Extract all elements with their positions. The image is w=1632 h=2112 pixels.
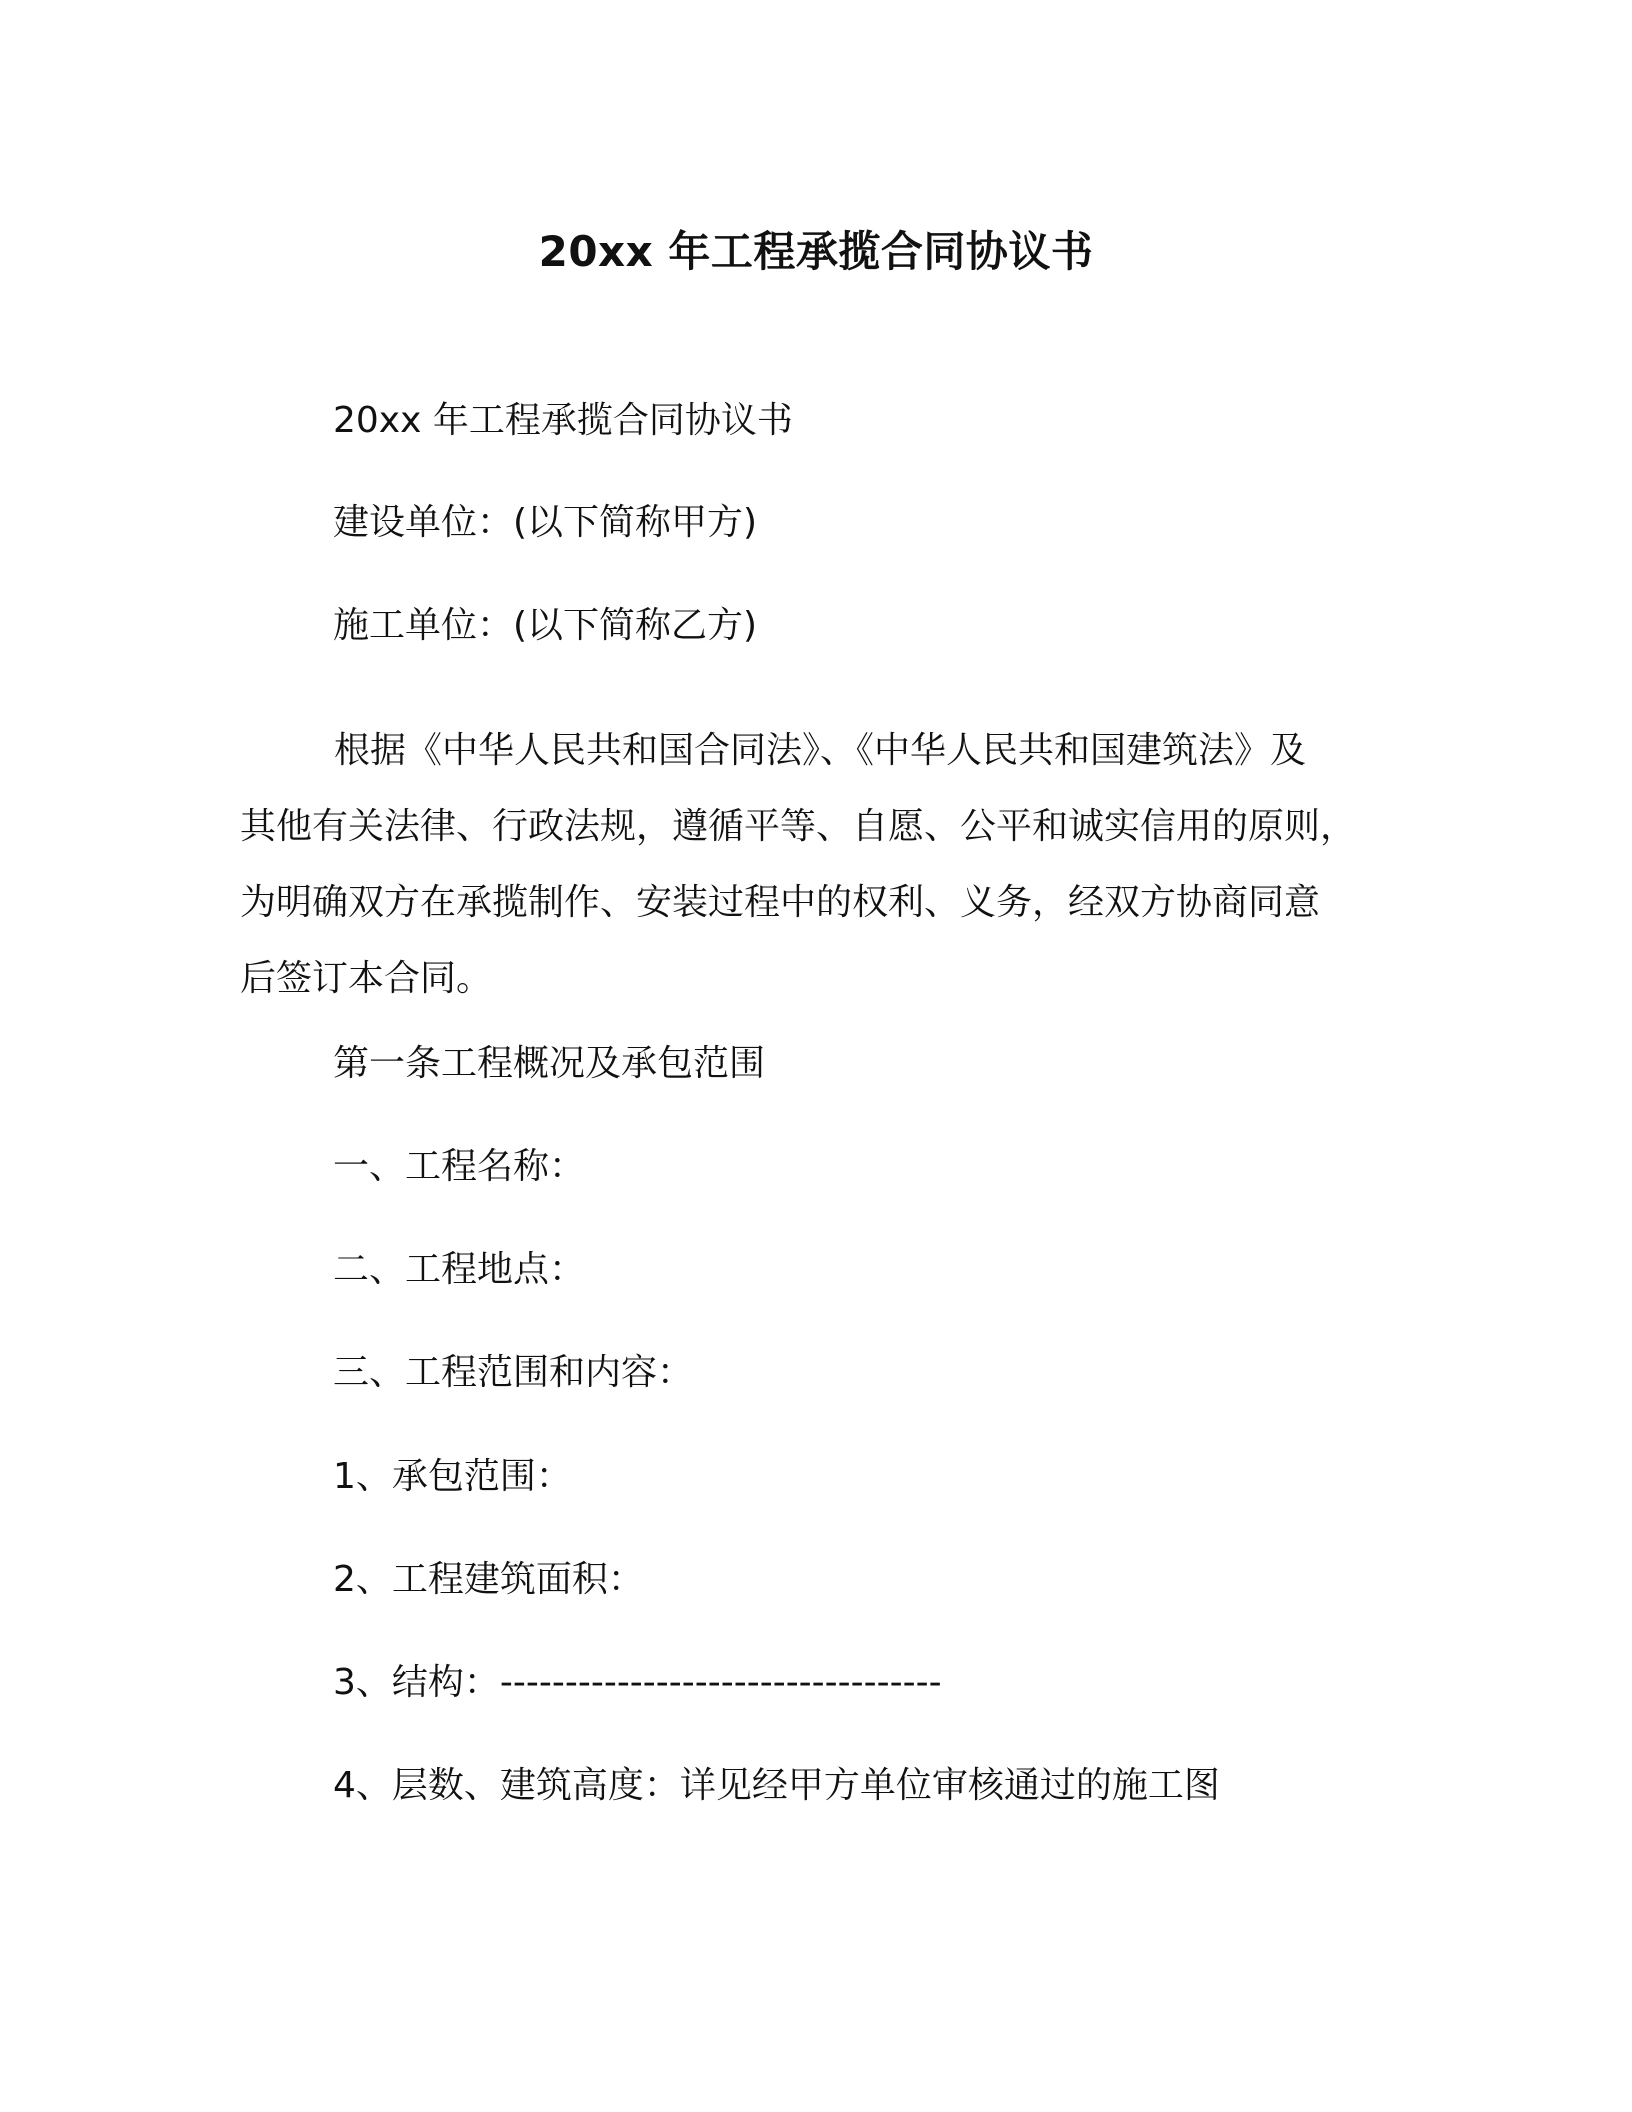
item-project-location: 二、工程地点：	[333, 1249, 586, 1290]
document-title: 20xx 年工程承揽合同协议书	[538, 227, 1094, 276]
sub-item-building-area: 2、工程建筑面积：	[333, 1559, 644, 1600]
party-a-line: 建设单位：(以下简称甲方)	[333, 502, 758, 543]
sub-item-structure: 3、结构：----------------------------------	[333, 1662, 942, 1703]
intro-line-3: 为明确双方在承揽制作、安装过程中的权利、义务，经双方协商同意	[240, 882, 1321, 923]
sub-item-floors-height: 4、层数、建筑高度：详见经甲方单位审核通过的施工图	[333, 1765, 1220, 1806]
intro-line-2: 其他有关法律、行政法规，遵循平等、自愿、公平和诚实信用的原则，	[240, 806, 1357, 847]
document-subtitle: 20xx 年工程承揽合同协议书	[333, 400, 793, 441]
party-b-line: 施工单位：(以下简称乙方)	[333, 605, 758, 646]
item-project-scope: 三、工程范围和内容：	[333, 1352, 694, 1393]
intro-line-4: 后签订本合同。	[240, 958, 493, 999]
sub-item-contract-scope: 1、承包范围：	[333, 1456, 572, 1497]
article-1-heading: 第一条工程概况及承包范围	[333, 1043, 766, 1084]
intro-line-1: 根据《中华人民共和国合同法》、《中华人民共和国建筑法》及	[334, 730, 1307, 771]
intro-paragraph	[240, 713, 1380, 1017]
item-project-name: 一、工程名称：	[333, 1146, 586, 1187]
